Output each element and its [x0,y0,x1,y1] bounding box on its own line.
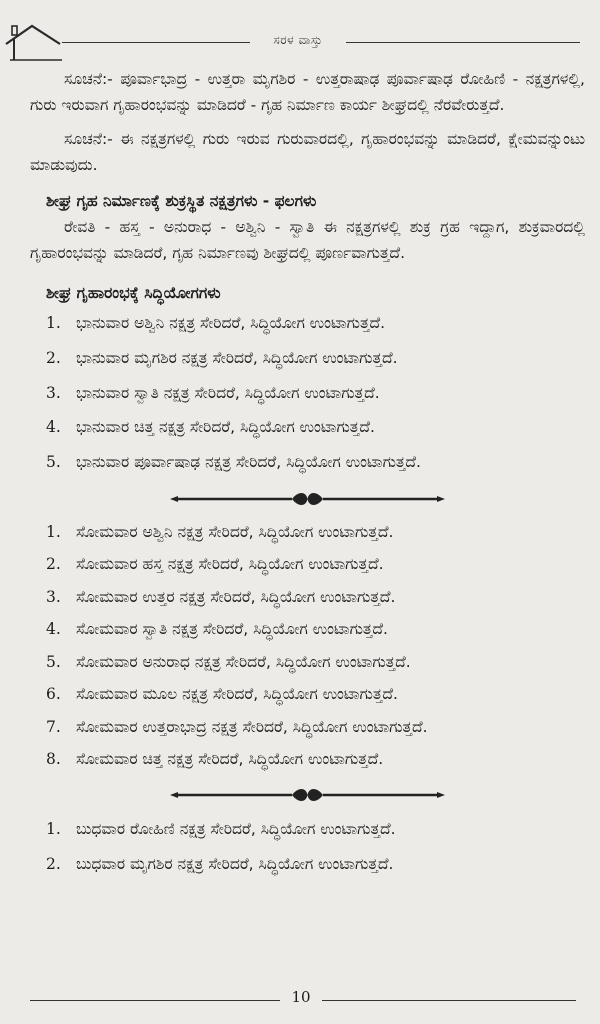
running-header-title: ಸರಳ ವಾಸ್ತು [273,33,323,47]
list-item [30,613,585,646]
note-paragraph-2: ಸೂಚನೆ:- ಈ ನಕ್ಷತ್ರಗಳಲ್ಲಿ ಗುರು ಇರುವ ಗುರುವಾರದಲ್ಲಿ, ಗೃಹಾರಂಭವನ್ನು ಮಾಡಿದರೆ, ಕ್ಷೇಮವನ್ನುಂಟು ಮಾಡುವುದು. [30,130,585,174]
list-item-text: ಸೋಮವಾರ ಉತ್ತರ ನಕ್ಷತ್ರ ಸೇರಿದರೆ, ಸಿದ್ಧಿಯೋಗ ಉಂಟಾಗುತ್ತದೆ. [76,587,396,606]
list-item-number: 7. [46,717,61,736]
sunday-list [30,306,585,480]
page-header [0,0,600,62]
list-item [30,548,585,581]
list-item-text: ಭಾನುವಾರ ಮೃಗಶಿರ ನಕ್ಷತ್ರ ಸೇರಿದರೆ, ಸಿದ್ಧಿಯೋಗ ಉಂಟಾಗುತ್ತದೆ. [76,348,398,367]
list-item [30,711,585,744]
list-item-text: ಸೋಮವಾರ ಅಶ್ವಿನಿ ನಕ್ಷತ್ರ ಸೇರಿದರೆ, ಸಿದ್ಧಿಯೋಗ ಉಂಟಾಗುತ್ತದೆ. [76,522,394,541]
list-item-text: ಭಾನುವಾರ ಪೂರ್ವಾಷಾಢ ನಕ್ಷತ್ರ ಸೇರಿದರೆ, ಸಿದ್ಧಿಯೋಗ ಉಂಟಾಗುತ್ತದೆ. [76,453,421,472]
list-item [30,581,585,614]
list-item [30,306,585,341]
list-item-number: 1. [46,819,61,838]
list-item [30,445,585,480]
list-item-number: 1. [46,314,61,332]
note-paragraph-1: ಸೂಚನೆ:- ಪೂರ್ವಾಭಾದ್ರ - ಉತ್ತರಾ ಮೃಗಶಿರ - ಉತ್ತರಾಷಾಢ ಪೂರ್ವಾಷಾಢ ರೋಹಿಣಿ - ನಕ್ಷತ್ರಗಳಲ್ಲಿ, ಗುರು ಇರುವಾಗ ಗೃಹಾರಂಭವನ್ನು ಮಾಡಿದರೆ - ಗೃಹ ನಿರ್ಮಾಣ ಕಾರ್ಯ ಶೀಘ್ರದಲ್ಲಿ ನೆರವೇರುತ್ತದೆ. [30,70,585,114]
list-item-text: ಸೋಮವಾರ ಅನುರಾಧ ನಕ್ಷತ್ರ ಸೇರಿದರೆ, ಸಿದ್ಧಿಯೋಗ ಉಂಟಾಗುತ್ತದೆ. [76,652,411,671]
list-item-number: 2. [46,555,61,574]
list-item-text: ಬುಧವಾರ ರೋಹಿಣಿ ನಕ್ಷತ್ರ ಸೇರಿದರೆ, ಸಿದ್ಧಿಯೋಗ ಉಂಟಾಗುತ್ತದೆ. [76,819,396,838]
shukra-paragraph: ರೇವತಿ - ಹಸ್ತ - ಅನುರಾಧ - ಅಶ್ವಿನಿ - ಸ್ವಾತಿ ಈ ನಕ್ಷತ್ರಗಳಲ್ಲಿ ಶುಕ್ರ ಗ್ರಹ ಇದ್ದಾಗ, ಶುಕ್ರವಾರದಲ್ಲಿ ಗೃಹಾರಂಭವನ್ನು ಮಾಡಿದರೆ, ಗೃಹ ನಿರ್ಮಾಣವು ಶೀಘ್ರದಲ್ಲಿ ಪೂರ್ಣವಾಗುತ್ತದೆ. [30,218,585,262]
list-item [30,678,585,711]
list-item-number: 3. [46,587,61,606]
section-heading-shukra: ಶೀಘ್ರ ಗೃಹ ನಿರ್ಮಾಣಕ್ಕೆ ಶುಕ್ರಸ್ಥಿತ ನಕ್ಷತ್ರಗಳು - ಫಲಗಳು [46,192,317,210]
page-number: 10 [291,988,311,1006]
ornamental-divider-2 [30,784,585,806]
footer-rule-left [30,1000,280,1001]
list-item [30,516,585,549]
list-item [30,847,585,882]
section-heading-siddhi-yoga: ಶೀಘ್ರ ಗೃಹಾರಂಭಕ್ಕೆ ಸಿದ್ಧಿಯೋಗಗಳು [46,284,221,302]
header-rule-left [62,42,250,43]
ornamental-divider-1 [30,488,585,510]
list-item-text: ಭಾನುವಾರ ಚಿತ್ತ ನಕ್ಷತ್ರ ಸೇರಿದರೆ, ಸಿದ್ಧಿಯೋಗ ಉಂಟಾಗುತ್ತದೆ. [76,418,375,437]
footer-rule-right [322,1000,576,1001]
wednesday-list [30,812,585,882]
list-item [30,376,585,411]
list-item-number: 5. [46,652,61,671]
list-item [30,646,585,679]
list-item-text: ಭಾನುವಾರ ಅಶ್ವಿನಿ ನಕ್ಷತ್ರ ಸೇರಿದರೆ, ಸಿದ್ಧಿಯೋಗ ಉಂಟಾಗುತ್ತದೆ. [76,314,386,332]
list-item [30,341,585,376]
list-item-text: ಸೋಮವಾರ ಸ್ವಾತಿ ನಕ್ಷತ್ರ ಸೇರಿದರೆ, ಸಿದ್ಧಿಯೋಗ ಉಂಟಾಗುತ್ತದೆ. [76,620,388,639]
list-item-text: ಸೋಮವಾರ ಮೂಲ ನಕ್ಷತ್ರ ಸೇರಿದರೆ, ಸಿದ್ಧಿಯೋಗ ಉಂಟಾಗುತ್ತದೆ. [76,685,398,704]
header-rule-right [346,42,580,43]
list-item-number: 6. [46,685,61,704]
list-item-number: 2. [46,854,61,873]
list-item-text: ಸೋಮವಾರ ಉತ್ತರಾಭಾದ್ರ ನಕ್ಷತ್ರ ಸೇರಿದರೆ, ಸಿದ್ಧಿಯೋಗ ಉಂಟಾಗುತ್ತದೆ. [76,717,428,736]
list-item-text: ಸೋಮವಾರ ಚಿತ್ತ ನಕ್ಷತ್ರ ಸೇರಿದರೆ, ಸಿದ್ಧಿಯೋಗ ಉಂಟಾಗುತ್ತದೆ. [76,750,384,769]
list-item-text: ಭಾನುವಾರ ಸ್ವಾತಿ ನಕ್ಷತ್ರ ಸೇರಿದರೆ, ಸಿದ್ಧಿಯೋಗ ಉಂಟಾಗುತ್ತದೆ. [76,383,380,402]
list-item-number: 5. [46,453,61,472]
house-outline-icon [4,22,64,62]
list-item [30,812,585,847]
list-item-number: 1. [46,522,61,541]
list-item [30,410,585,445]
list-item-number: 4. [46,620,61,639]
list-item-number: 2. [46,348,61,367]
list-item-number: 8. [46,750,61,769]
list-item-number: 3. [46,383,61,402]
list-item-text: ಸೋಮವಾರ ಹಸ್ತ ನಕ್ಷತ್ರ ಸೇರಿದರೆ, ಸಿದ್ಧಿಯೋಗ ಉಂಟಾಗುತ್ತದೆ. [76,555,384,574]
page-footer [0,984,600,1014]
page-content [30,66,585,882]
list-item-number: 4. [46,418,61,437]
list-item [30,743,585,776]
monday-list [30,516,585,776]
list-item-text: ಬುಧವಾರ ಮೃಗಶಿರ ನಕ್ಷತ್ರ ಸೇರಿದರೆ, ಸಿದ್ಧಿಯೋಗ ಉಂಟಾಗುತ್ತದೆ. [76,854,394,873]
